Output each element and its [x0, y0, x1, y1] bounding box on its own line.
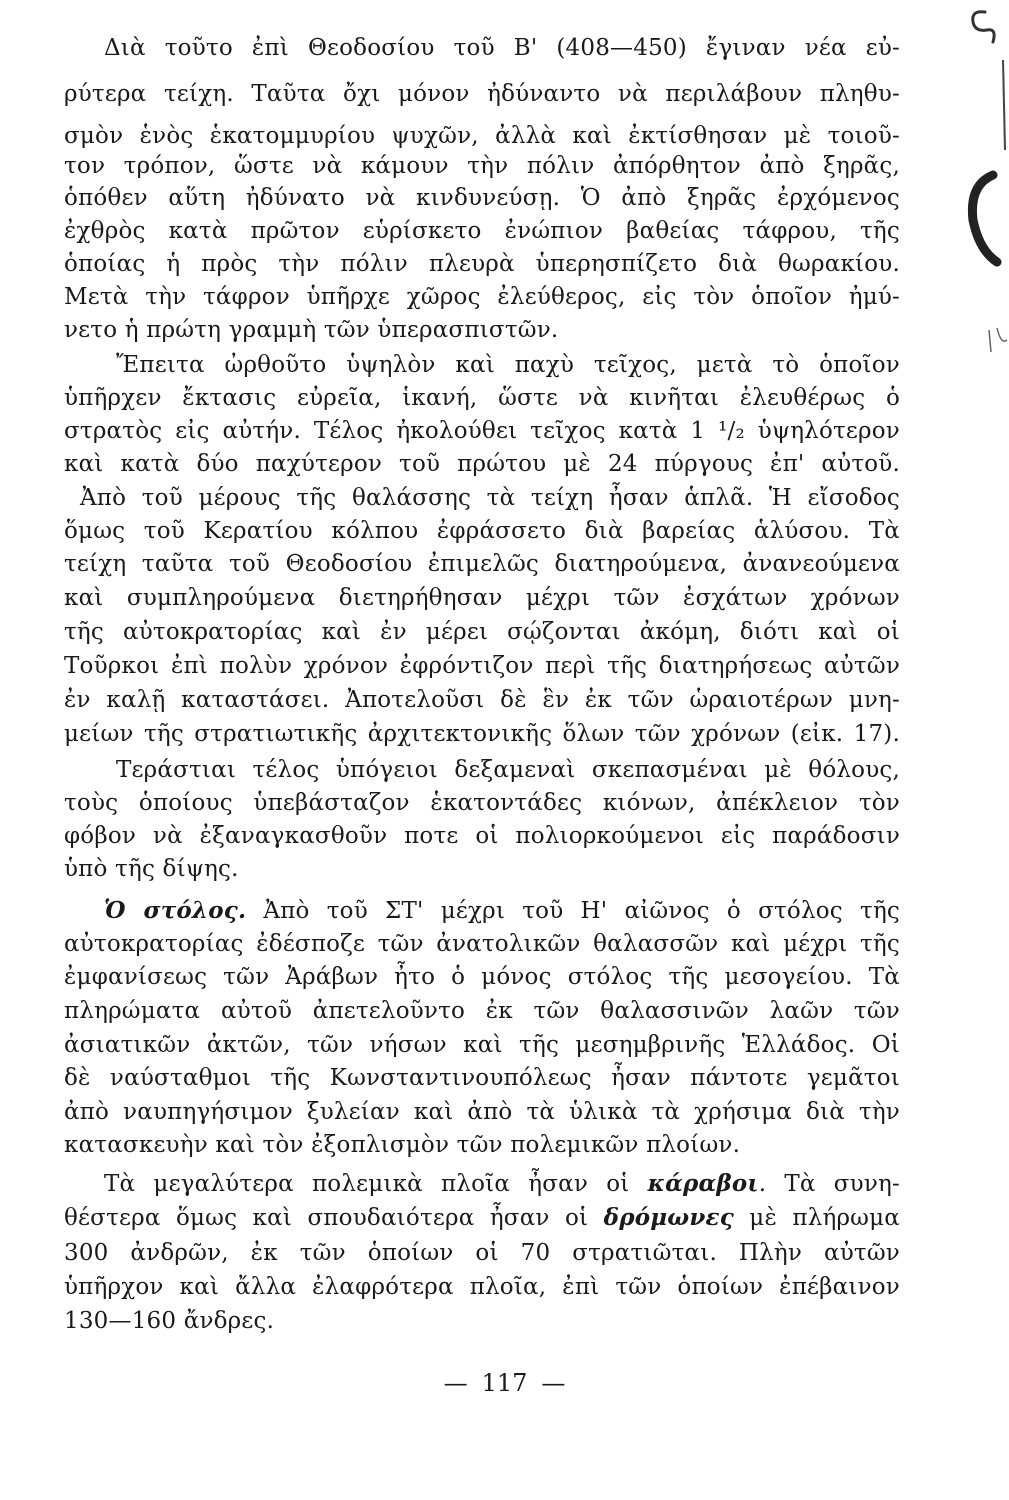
text-line — [104, 893, 900, 929]
page-number-dash: — — [541, 1369, 566, 1397]
text-line: τείχη ταῦτα τοῦ Θεοδοσίου ἐπιμελῶς διατηρούμενα, ἀνανεούμενα — [64, 551, 900, 577]
text-line — [64, 1200, 900, 1236]
text-line: ρύτερα τείχη. Ταῦτα ὄχι μόνον ἠδύναντο νὰ περιλάβουν πληθυ- — [64, 81, 900, 107]
text-line: ἀπὸ ναυπηγήσιμον ξυλείαν καὶ ἀπὸ τὰ ὑλικὰ τὰ χρήσιμα διὰ τὴν — [64, 1099, 900, 1125]
text-line: ὅμως τοῦ Κερατίου κόλπου ἐφράσσετο διὰ βαρείας ἁλύσου. Τὰ — [64, 518, 900, 544]
text-span: θέστερα ὅμως καὶ σπουδαιότερα ἦσαν οἱ — [64, 1205, 604, 1231]
text-line: ὑπὸ τῆς δίψης. — [64, 856, 239, 882]
text-span: μὲ πλήρωμα — [733, 1205, 901, 1231]
page-number-dash: — — [443, 1369, 468, 1397]
text-line: μείων τῆς στρατιωτικῆς ἀρχιτεκτονικῆς ὅλων τῶν χρόνων (εἰκ. 17). — [64, 721, 900, 747]
text-line: τοὺς ὁποίους ὑπεβάσταζον ἑκατοντάδες κιόνων, ἀπέκλειον τὸν — [64, 790, 900, 816]
text-line: φόβον νὰ ἐξαναγκασθοῦν ποτε οἱ πολιορκούμενοι εἰς παράδοσιν — [64, 823, 900, 849]
text-line: ὁπόθεν αὕτη ἠδύνατο νὰ κινδυνεύσῃ. Ὁ ἀπὸ ξηρᾶς ἐρχόμενος — [64, 185, 900, 211]
text-line: νετο ἡ πρώτη γραμμὴ τῶν ὑπερασπιστῶν. — [64, 317, 559, 343]
text-line: Διὰ τοῦτο ἐπὶ Θεοδοσίου τοῦ Β' (408—450) ἔγιναν νέα εὐ- — [104, 35, 900, 61]
text-line: αὐτοκρατορίας ἐδέσποζε τῶν ἀνατολικῶν θαλασσῶν καὶ μέχρι τῆς — [64, 931, 900, 957]
term-dromones: δρόμωνες — [603, 1204, 734, 1231]
text-line: Μετὰ τὴν τάφρον ὑπῆρχε χῶρος ἐλεύθερος, εἰς τὸν ὁποῖον ἠμύ- — [64, 284, 900, 310]
page-number — [0, 1365, 1009, 1401]
text-line: Ἔπειτα ὠρθοῦτο ὑψηλὸν καὶ παχὺ τεῖχος, μετὰ τὸ ὁποῖον — [116, 352, 900, 378]
text-line: Τοῦρκοι ἐπὶ πολὺν χρόνον ἐφρόντιζον περὶ τῆς διατηρήσεως αὐτῶν — [64, 653, 900, 679]
text-line: ἐμφανίσεως τῶν Ἀράβων ἦτο ὁ μόνος στόλος τῆς μεσογείου. Τὰ — [64, 964, 900, 990]
text-span: . Τὰ συνη- — [758, 1171, 900, 1197]
text-line: καὶ κατὰ δύο παχύτερον τοῦ πρώτου μὲ 24 πύργους ἐπ' αὐτοῦ. — [64, 451, 900, 477]
text-line: ἀσιατικῶν ἀκτῶν, τῶν νήσων καὶ τῆς μεσημβρινῆς Ἑλλάδος. Οἱ — [64, 1032, 900, 1058]
text-line: ὁποίας ἡ πρὸς τὴν πόλιν πλευρὰ ὑπερησπίζετο διὰ θωρακίου. — [64, 251, 900, 277]
page-number-value: 117 — [481, 1369, 528, 1397]
text-line: κατασκευὴν καὶ τὸν ἐξοπλισμὸν τῶν πολεμικῶν πλοίων. — [64, 1132, 741, 1158]
text-line: Τεράστιαι τέλος ὑπόγειοι δεξαμεναὶ σκεπασμέναι μὲ θόλους, — [116, 757, 900, 783]
text-line: 130—160 ἄνδρες. — [64, 1308, 275, 1334]
text-line: δὲ ναύσταθμοι τῆς Κωνσταντινουπόλεως ἦσαν πάντοτε γεμᾶτοι — [64, 1065, 900, 1091]
text-line: ἐχθρὸς κατὰ πρῶτον εὑρίσκετο ἐνώπιον βαθείας τάφρου, τῆς — [64, 218, 900, 244]
text-line — [104, 1166, 900, 1202]
text-line: Ἀπὸ τοῦ μέρους τῆς θαλάσσης τὰ τείχη ἦσαν ἁπλᾶ. Ἡ εἴσοδος — [80, 485, 900, 511]
text-span: Τὰ μεγαλύτερα πολεμικὰ πλοῖα ἦσαν οἱ — [104, 1171, 648, 1197]
text-line: τον τρόπον, ὥστε νὰ κάμουν τὴν πόλιν ἀπόρθητον ἀπὸ ξηρᾶς, — [64, 153, 900, 179]
text-line: ὑπῆρχον καὶ ἄλλα ἐλαφρότερα πλοῖα, ἐπὶ τῶν ὁποίων ἐπέβαινον — [64, 1274, 900, 1300]
text-line: τῆς αὐτοκρατορίας καὶ ἐν μέρει σῴζονται ἀκόμη, διότι καὶ οἱ — [64, 619, 900, 645]
text-line: καὶ συμπληρούμενα διετηρήθησαν μέχρι τῶν ἐσχάτων χρόνων — [64, 585, 900, 611]
text-line: 300 ἀνδρῶν, ἐκ τῶν ὁποίων οἱ 70 στρατιῶται. Πλὴν αὐτῶν — [64, 1240, 900, 1266]
text-line: σμὸν ἑνὸς ἑκατομμυρίου ψυχῶν, ἀλλὰ καὶ ἐκτίσθησαν μὲ τοιοῦ- — [64, 123, 900, 149]
text-line: στρατὸς εἰς αὐτήν. Τέλος ἠκολούθει τεῖχος κατὰ 1 ¹/₂ ὑψηλότερον — [64, 418, 900, 444]
text-line: ἐν καλῇ καταστάσει. Ἀποτελοῦσι δὲ ἓν ἐκ τῶν ὡραιοτέρων μνη- — [64, 687, 900, 713]
section-heading-fleet: Ὁ στόλος. — [104, 897, 247, 924]
handwritten-margin-marks — [949, 0, 1009, 420]
term-karavoi: κάραβοι — [647, 1170, 759, 1197]
text-line: πληρώματα αὐτοῦ ἀπετελοῦντο ἐκ τῶν θαλασσινῶν λαῶν τῶν — [64, 998, 900, 1024]
text-span: Ἀπὸ τοῦ ΣΤ' μέχρι τοῦ Η' αἰῶνος ὁ στόλος τῆς — [246, 898, 900, 924]
text-line: ὑπῆρχεν ἔκτασις εὐρεῖα, ἱκανή, ὥστε νὰ κινῆται ἐλευθέρως ὁ — [64, 385, 900, 411]
